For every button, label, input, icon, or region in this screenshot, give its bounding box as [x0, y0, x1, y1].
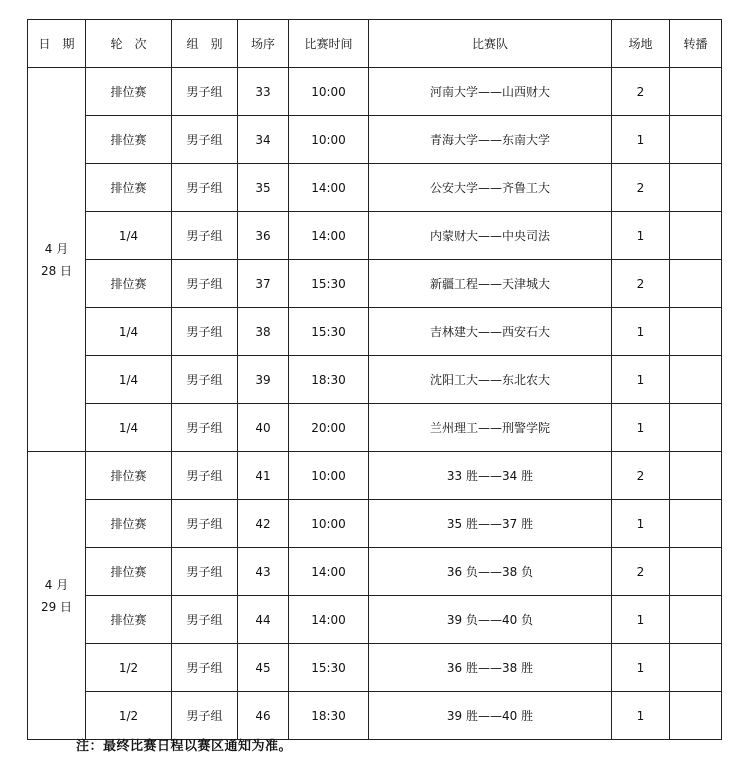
table-row — [28, 692, 722, 740]
cell-group: 男子组 — [172, 68, 238, 116]
cell-time: 14:00 — [289, 164, 369, 212]
cell-teams: 沈阳工大——东北农大 — [369, 356, 612, 404]
header-venue: 场地 — [612, 20, 670, 68]
cell-time: 18:30 — [289, 692, 369, 740]
cell-time: 15:30 — [289, 260, 369, 308]
cell-broadcast — [670, 68, 722, 116]
cell-teams: 吉林建大——西安石大 — [369, 308, 612, 356]
cell-group: 男子组 — [172, 644, 238, 692]
cell-group: 男子组 — [172, 356, 238, 404]
date-day: 29 日 — [40, 599, 73, 614]
date-day: 28 日 — [40, 263, 73, 278]
cell-match-no: 37 — [238, 260, 289, 308]
cell-round: 1/2 — [86, 644, 172, 692]
cell-group: 男子组 — [172, 212, 238, 260]
cell-time: 14:00 — [289, 548, 369, 596]
cell-round: 1/4 — [86, 308, 172, 356]
cell-round: 1/2 — [86, 692, 172, 740]
cell-broadcast — [670, 116, 722, 164]
cell-match-no: 46 — [238, 692, 289, 740]
cell-group: 男子组 — [172, 548, 238, 596]
cell-venue: 1 — [612, 500, 670, 548]
cell-round: 排位赛 — [86, 260, 172, 308]
cell-broadcast — [670, 164, 722, 212]
cell-round: 排位赛 — [86, 68, 172, 116]
cell-time: 10:00 — [289, 116, 369, 164]
cell-broadcast — [670, 548, 722, 596]
cell-teams: 36 负——38 负 — [369, 548, 612, 596]
cell-broadcast — [670, 212, 722, 260]
cell-group: 男子组 — [172, 308, 238, 356]
cell-broadcast — [670, 692, 722, 740]
table-row — [28, 260, 722, 308]
cell-time: 15:30 — [289, 644, 369, 692]
cell-venue: 1 — [612, 692, 670, 740]
cell-venue: 1 — [612, 212, 670, 260]
table-row — [28, 308, 722, 356]
cell-venue: 1 — [612, 596, 670, 644]
cell-time: 15:30 — [289, 308, 369, 356]
schedule-body — [28, 68, 722, 740]
date-cell — [28, 68, 86, 452]
cell-round: 排位赛 — [86, 116, 172, 164]
cell-teams: 33 胜——34 胜 — [369, 452, 612, 500]
cell-venue: 2 — [612, 164, 670, 212]
cell-venue: 2 — [612, 548, 670, 596]
cell-broadcast — [670, 260, 722, 308]
cell-time: 10:00 — [289, 500, 369, 548]
cell-venue: 2 — [612, 68, 670, 116]
cell-round: 1/4 — [86, 404, 172, 452]
cell-venue: 1 — [612, 116, 670, 164]
table-row — [28, 644, 722, 692]
table-row — [28, 164, 722, 212]
cell-broadcast — [670, 404, 722, 452]
header-broadcast: 转播 — [670, 20, 722, 68]
cell-teams: 内蒙财大——中央司法 — [369, 212, 612, 260]
cell-venue: 1 — [612, 356, 670, 404]
cell-round: 排位赛 — [86, 500, 172, 548]
cell-match-no: 33 — [238, 68, 289, 116]
header-teams: 比赛队 — [369, 20, 612, 68]
cell-teams: 36 胜——38 胜 — [369, 644, 612, 692]
date-month: 4 月 — [44, 577, 69, 592]
cell-venue: 2 — [612, 260, 670, 308]
cell-broadcast — [670, 644, 722, 692]
cell-broadcast — [670, 308, 722, 356]
cell-venue: 1 — [612, 644, 670, 692]
cell-time: 18:30 — [289, 356, 369, 404]
cell-teams: 35 胜——37 胜 — [369, 500, 612, 548]
cell-match-no: 36 — [238, 212, 289, 260]
cell-round: 排位赛 — [86, 596, 172, 644]
table-row — [28, 116, 722, 164]
cell-round: 排位赛 — [86, 164, 172, 212]
cell-match-no: 39 — [238, 356, 289, 404]
table-row — [28, 404, 722, 452]
cell-time: 14:00 — [289, 596, 369, 644]
cell-broadcast — [670, 500, 722, 548]
schedule-table — [27, 19, 722, 740]
table-row — [28, 212, 722, 260]
header-match-no: 场序 — [238, 20, 289, 68]
cell-time: 14:00 — [289, 212, 369, 260]
date-month: 4 月 — [44, 241, 69, 256]
cell-teams: 兰州理工——刑警学院 — [369, 404, 612, 452]
table-row — [28, 356, 722, 404]
cell-round: 1/4 — [86, 356, 172, 404]
cell-venue: 1 — [612, 308, 670, 356]
table-row — [28, 500, 722, 548]
header-date: 日 期 — [28, 20, 86, 68]
cell-group: 男子组 — [172, 452, 238, 500]
cell-broadcast — [670, 356, 722, 404]
cell-group: 男子组 — [172, 260, 238, 308]
cell-round: 排位赛 — [86, 548, 172, 596]
cell-teams: 公安大学——齐鲁工大 — [369, 164, 612, 212]
cell-group: 男子组 — [172, 692, 238, 740]
cell-teams: 河南大学——山西财大 — [369, 68, 612, 116]
cell-match-no: 42 — [238, 500, 289, 548]
cell-group: 男子组 — [172, 116, 238, 164]
cell-group: 男子组 — [172, 404, 238, 452]
cell-group: 男子组 — [172, 500, 238, 548]
cell-teams: 39 胜——40 胜 — [369, 692, 612, 740]
table-row — [28, 452, 722, 500]
cell-time: 20:00 — [289, 404, 369, 452]
cell-venue: 1 — [612, 404, 670, 452]
cell-time: 10:00 — [289, 452, 369, 500]
cell-broadcast — [670, 452, 722, 500]
date-cell — [28, 452, 86, 740]
table-row — [28, 596, 722, 644]
cell-group: 男子组 — [172, 596, 238, 644]
cell-venue: 2 — [612, 452, 670, 500]
cell-round: 1/4 — [86, 212, 172, 260]
cell-time: 10:00 — [289, 68, 369, 116]
table-row — [28, 68, 722, 116]
header-round: 轮 次 — [86, 20, 172, 68]
cell-round: 排位赛 — [86, 452, 172, 500]
cell-match-no: 38 — [238, 308, 289, 356]
cell-match-no: 43 — [238, 548, 289, 596]
cell-match-no: 34 — [238, 116, 289, 164]
cell-teams: 39 负——40 负 — [369, 596, 612, 644]
cell-teams: 新疆工程——天津城大 — [369, 260, 612, 308]
cell-broadcast — [670, 596, 722, 644]
cell-match-no: 35 — [238, 164, 289, 212]
header-row — [28, 20, 722, 68]
footnote: 注：最终比赛日程以赛区通知为准。 — [76, 739, 293, 754]
header-group: 组 别 — [172, 20, 238, 68]
cell-match-no: 41 — [238, 452, 289, 500]
table-row — [28, 548, 722, 596]
cell-teams: 青海大学——东南大学 — [369, 116, 612, 164]
cell-match-no: 45 — [238, 644, 289, 692]
cell-match-no: 44 — [238, 596, 289, 644]
cell-group: 男子组 — [172, 164, 238, 212]
header-time: 比赛时间 — [289, 20, 369, 68]
cell-match-no: 40 — [238, 404, 289, 452]
